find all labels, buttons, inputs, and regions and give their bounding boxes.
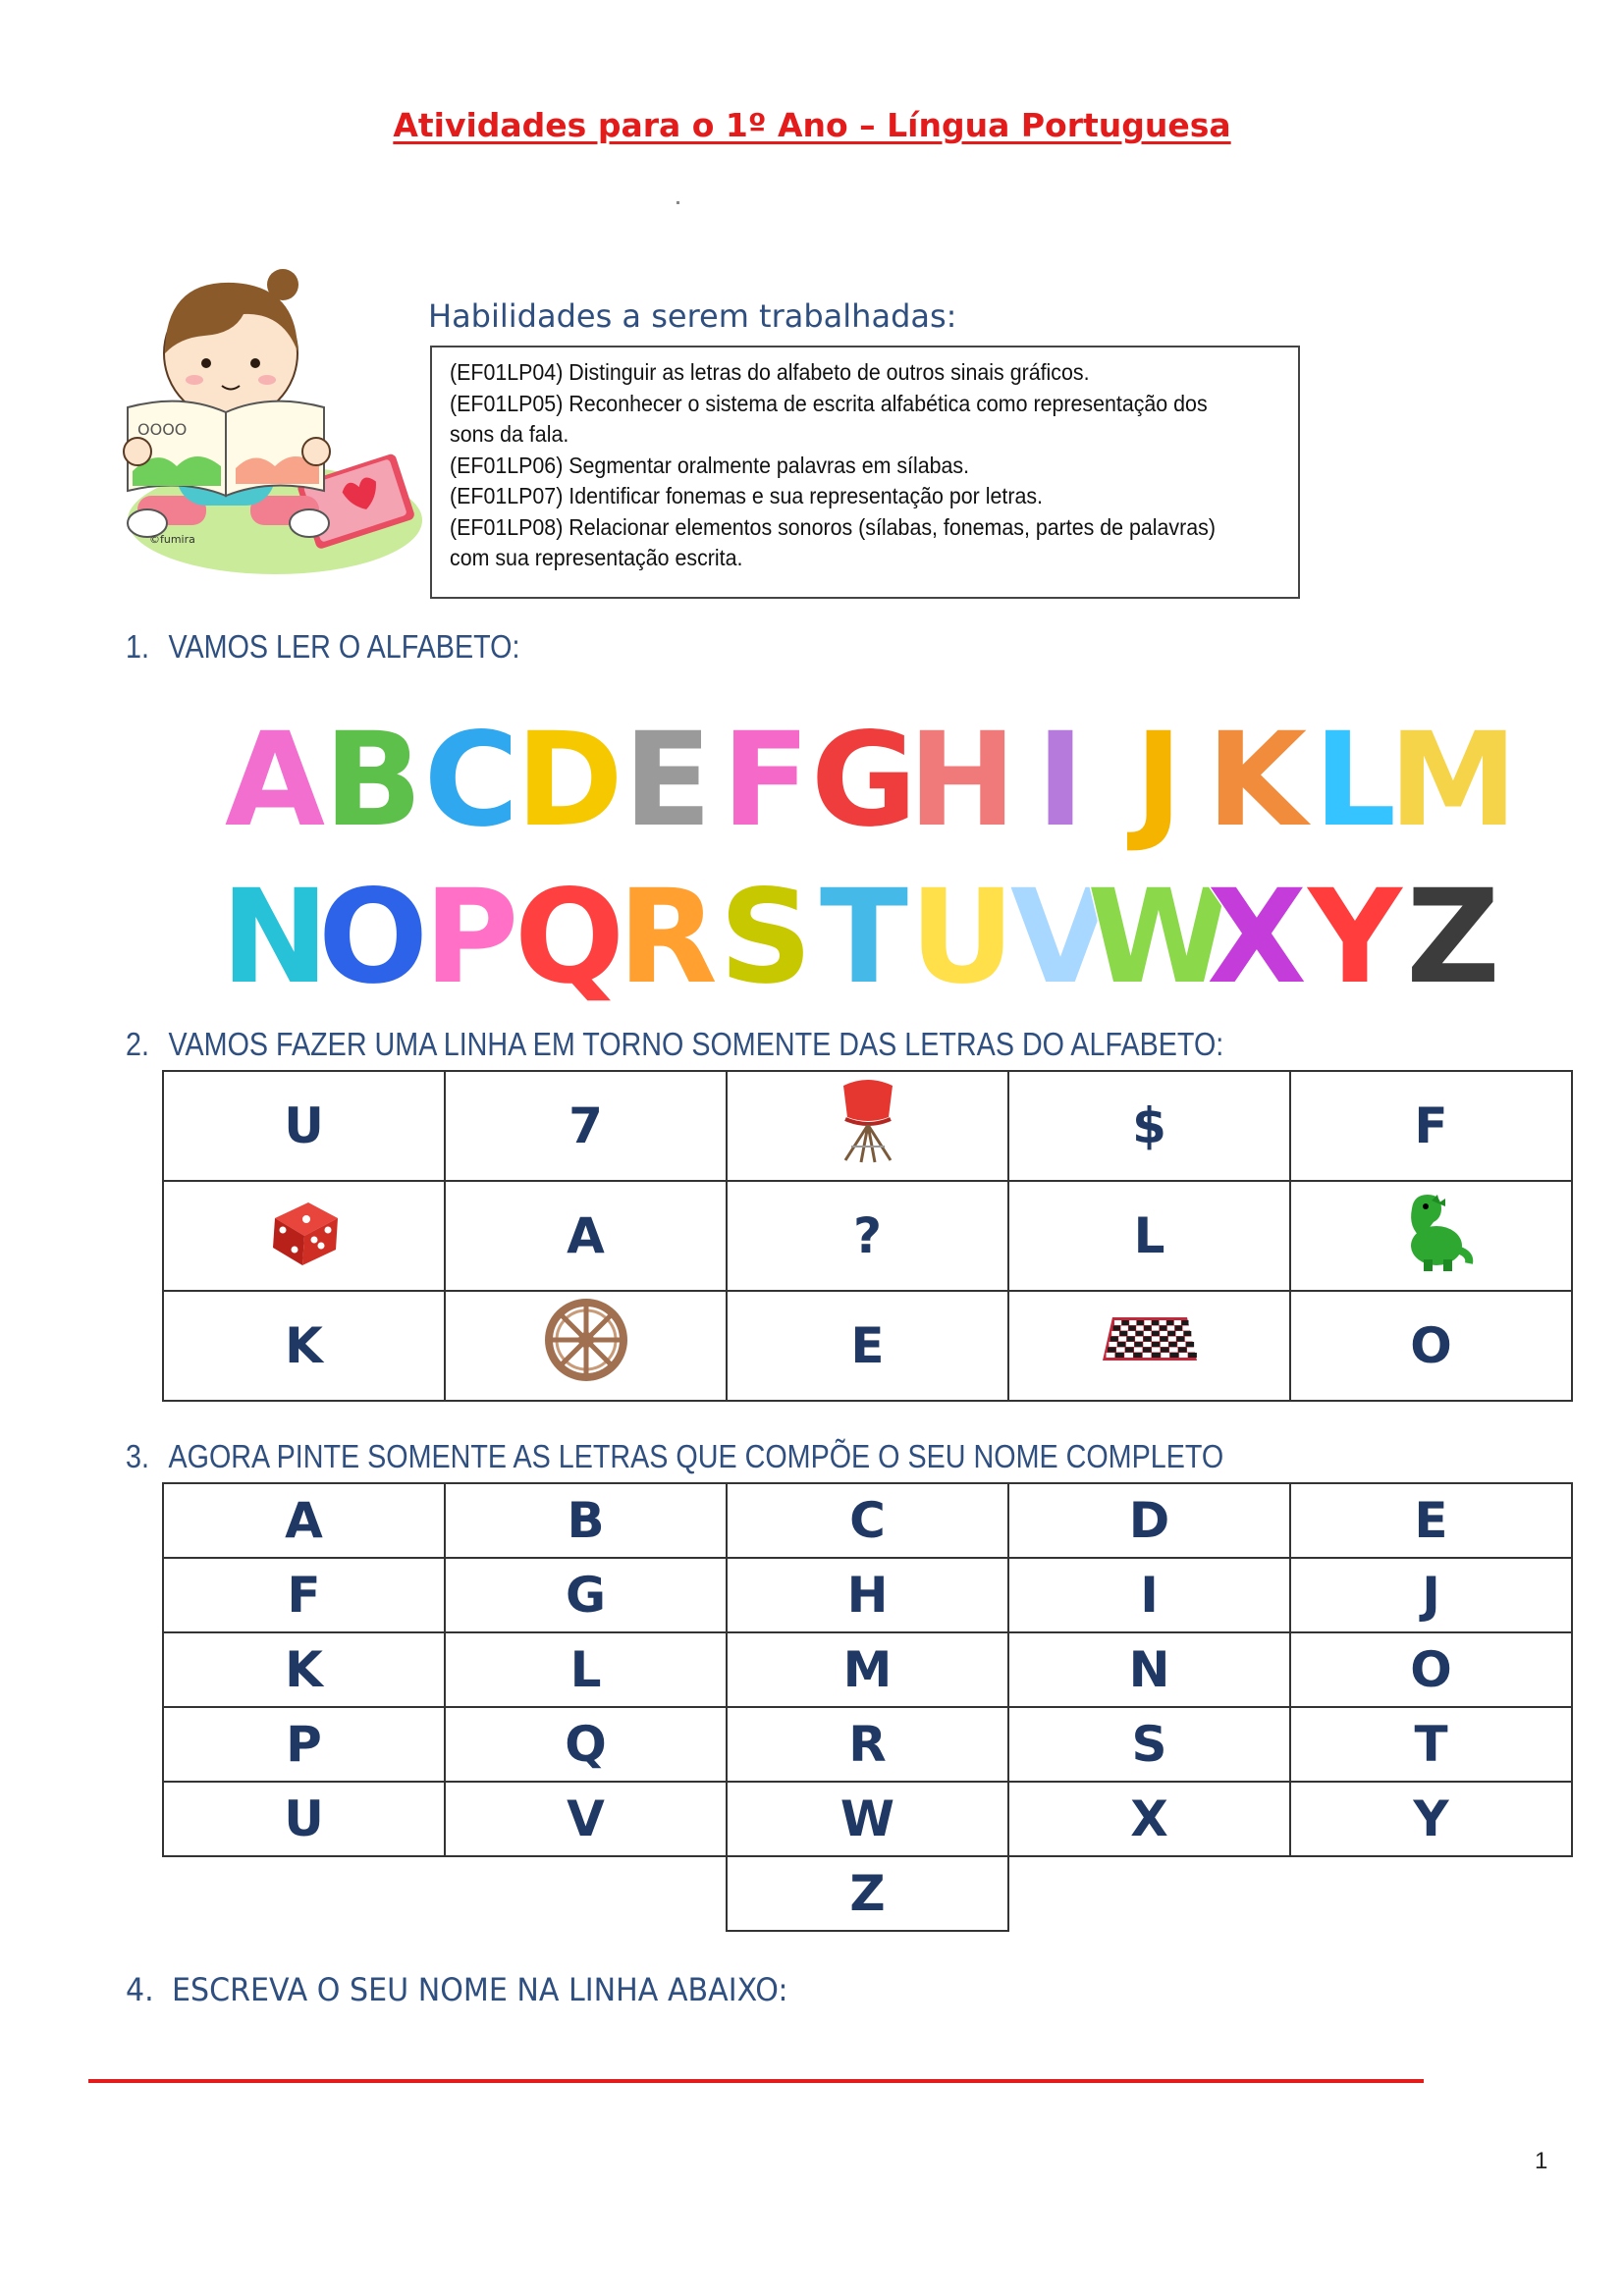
alphabet-letter: C <box>423 705 519 856</box>
table-cell[interactable]: ? <box>727 1181 1008 1291</box>
letter-cell[interactable]: M <box>727 1632 1008 1707</box>
letter-cell[interactable]: K <box>163 1632 445 1707</box>
table-row <box>163 1856 1572 1931</box>
question-number: 1. <box>126 628 149 665</box>
question-number: 4. <box>126 1971 154 2008</box>
alphabet-letter: K <box>1206 705 1308 856</box>
letter-cell[interactable]: U <box>163 1782 445 1856</box>
alphabet-letter: V <box>1009 862 1111 1013</box>
letter-cell[interactable]: S <box>1008 1707 1290 1782</box>
letter-cell[interactable]: G <box>445 1558 727 1632</box>
empty-cell <box>163 1856 445 1931</box>
alphabet-letter: N <box>220 862 330 1013</box>
page-number: 1 <box>1535 2148 1548 2174</box>
skill-line: (EF01LP06) Segmentar oralmente palavras em sílabas. <box>450 452 970 478</box>
alphabet-letter: X <box>1207 862 1307 1013</box>
letter-cell[interactable]: Z <box>727 1856 1008 1931</box>
alphabet-coloring-table <box>162 1482 1573 1932</box>
letter-cell[interactable]: L <box>445 1632 727 1707</box>
alphabet-letter: L <box>1313 705 1397 856</box>
letter-cell[interactable]: B <box>445 1483 727 1558</box>
illustration-credit: ©fumira <box>149 533 195 546</box>
letter-cell[interactable]: H <box>727 1558 1008 1632</box>
alphabet-letter: Z <box>1406 862 1500 1013</box>
letter-cell[interactable]: Y <box>1290 1782 1572 1856</box>
chair-icon[interactable] <box>727 1071 1008 1181</box>
question-number: 3. <box>126 1438 149 1474</box>
letter-cell[interactable]: C <box>727 1483 1008 1558</box>
table-row <box>163 1291 1572 1401</box>
wheel-icon[interactable] <box>445 1291 727 1401</box>
table-row <box>163 1558 1572 1632</box>
table-cell[interactable]: F <box>1290 1071 1572 1181</box>
letter-cell[interactable]: F <box>163 1558 445 1632</box>
question-3 <box>126 1438 1223 1475</box>
alphabet-letter: W <box>1087 862 1230 1013</box>
letter-cell[interactable]: N <box>1008 1632 1290 1707</box>
table-cell[interactable]: U <box>163 1071 445 1181</box>
skill-line: com sua representação escrita. <box>450 545 743 570</box>
alphabet-letter: S <box>719 862 813 1013</box>
skill-line: sons da fala. <box>450 421 569 447</box>
alphabet-letter: G <box>810 705 918 856</box>
child-reading-illustration <box>108 260 422 584</box>
letter-cell[interactable]: V <box>445 1782 727 1856</box>
table-cell[interactable]: L <box>1008 1181 1290 1291</box>
table-row <box>163 1782 1572 1856</box>
dice-icon[interactable] <box>163 1181 445 1291</box>
alphabet-letter: M <box>1388 705 1518 856</box>
alphabet-letter: J <box>1134 705 1183 856</box>
letter-cell[interactable]: X <box>1008 1782 1290 1856</box>
letter-cell[interactable]: T <box>1290 1707 1572 1782</box>
letter-cell[interactable]: I <box>1008 1558 1290 1632</box>
skill-line: (EF01LP05) Reconhecer o sistema de escrita alfabética como representação dos <box>450 390 1208 416</box>
letter-cell[interactable]: O <box>1290 1632 1572 1707</box>
alphabet-letter: F <box>721 705 811 856</box>
table-row <box>163 1071 1572 1181</box>
skill-line: (EF01LP08) Relacionar elementos sonoros (sílabas, fonemas, partes de palavras) <box>450 513 1216 540</box>
question-text: AGORA PINTE SOMENTE AS LETRAS QUE COMPÕE O SEU NOME COMPLETO <box>168 1438 1224 1474</box>
letter-cell[interactable]: D <box>1008 1483 1290 1558</box>
table-cell[interactable]: A <box>445 1181 727 1291</box>
letter-cell[interactable]: E <box>1290 1483 1572 1558</box>
question-text: ESCREVA O SEU NOME NA LINHA ABAIXO: <box>172 1971 788 2008</box>
book-text: OOOO <box>137 420 188 439</box>
alphabet-letter: I <box>1036 705 1085 856</box>
table-row <box>163 1707 1572 1782</box>
table-row <box>163 1483 1572 1558</box>
question-4 <box>126 1971 788 2008</box>
empty-cell <box>1290 1856 1572 1931</box>
table-cell[interactable]: 7 <box>445 1071 727 1181</box>
alphabet-letter: T <box>819 862 909 1013</box>
alphabet-letter: A <box>224 705 326 856</box>
skill-line: (EF01LP07) Identificar fonemas e sua representação por letras. <box>450 483 1044 508</box>
alphabet-letter: E <box>623 705 713 856</box>
skills-heading: Habilidades a serem trabalhadas: <box>428 297 957 335</box>
alphabet-letter: U <box>909 862 1015 1013</box>
letter-cell[interactable]: A <box>163 1483 445 1558</box>
name-writing-line[interactable] <box>88 2079 1424 2083</box>
empty-cell <box>1008 1856 1290 1931</box>
page-title: Atividades para o 1º Ano – Língua Portuguesa <box>393 106 1231 144</box>
alphabet-letter: Q <box>514 862 625 1013</box>
stray-dot <box>677 201 679 204</box>
skills-box <box>430 346 1300 599</box>
question-1 <box>126 628 519 666</box>
table-row <box>163 1181 1572 1291</box>
alphabet-letter: Y <box>1308 862 1402 1013</box>
alphabet-letter: P <box>423 862 519 1013</box>
alphabet-letter: D <box>515 705 623 856</box>
table-cell[interactable]: K <box>163 1291 445 1401</box>
question-number: 2. <box>126 1026 149 1062</box>
empty-cell <box>445 1856 727 1931</box>
alphabet-art <box>220 702 1518 1013</box>
question-text: VAMOS FAZER UMA LINHA EM TORNO SOMENTE DAS LETRAS DO ALFABETO: <box>168 1026 1224 1062</box>
letter-cell[interactable]: J <box>1290 1558 1572 1632</box>
checkerboard-icon[interactable] <box>1008 1291 1290 1401</box>
table-cell[interactable]: $ <box>1008 1071 1290 1181</box>
alphabet-letter: R <box>618 862 718 1013</box>
skill-line: (EF01LP04) Distinguir as letras do alfabeto de outros sinais gráficos. <box>450 359 1090 385</box>
letters-and-symbols-table <box>162 1070 1573 1402</box>
letter-cell[interactable]: Q <box>445 1707 727 1782</box>
table-cell[interactable]: E <box>727 1291 1008 1401</box>
question-text: VAMOS LER O ALFABETO: <box>168 628 520 665</box>
letter-cell[interactable]: W <box>727 1782 1008 1856</box>
table-row <box>163 1632 1572 1707</box>
letter-cell[interactable]: R <box>727 1707 1008 1782</box>
alphabet-letter: H <box>907 705 1017 856</box>
question-2 <box>126 1026 1223 1063</box>
alphabet-letter: B <box>323 705 423 856</box>
table-cell[interactable]: O <box>1290 1291 1572 1401</box>
letter-cell[interactable]: P <box>163 1707 445 1782</box>
dinosaur-icon[interactable] <box>1290 1181 1572 1291</box>
alphabet-letter: O <box>317 862 429 1013</box>
